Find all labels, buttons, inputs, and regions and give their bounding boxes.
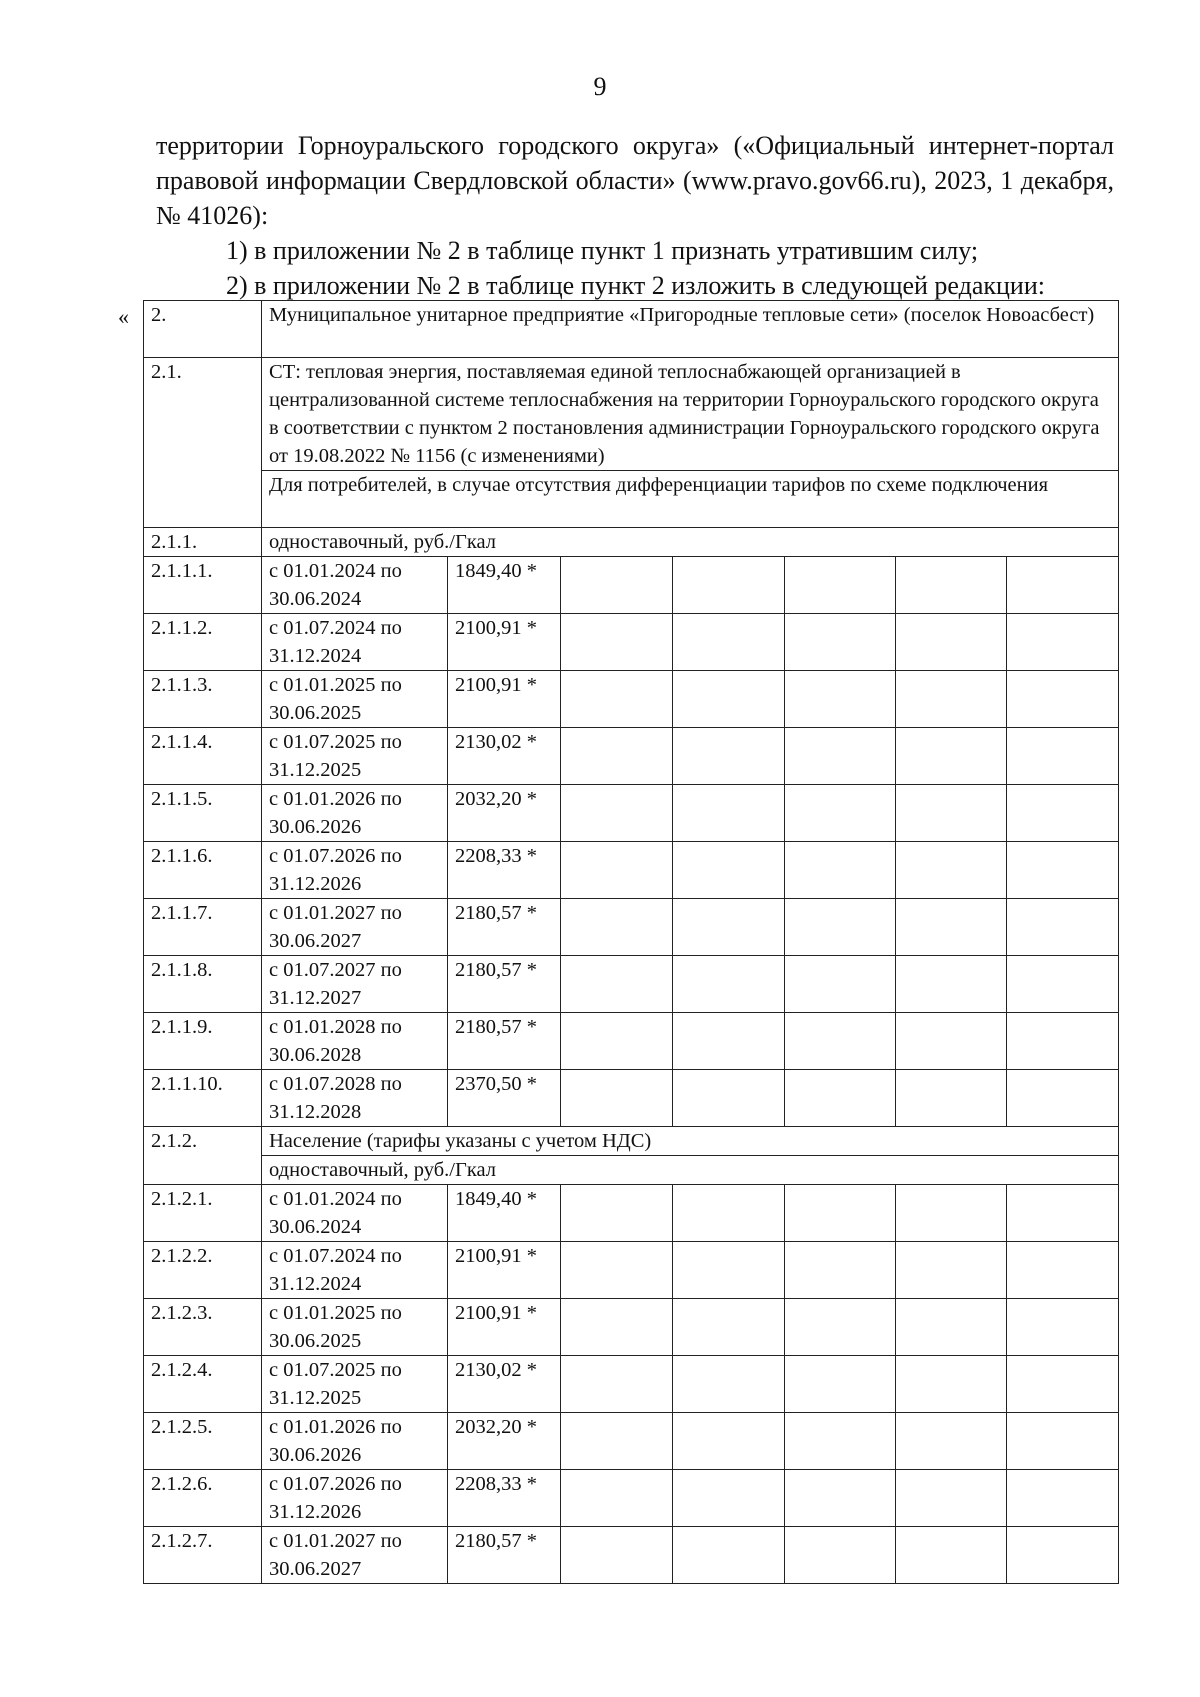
empty-cell	[673, 1070, 785, 1127]
empty-cell	[785, 1185, 896, 1242]
empty-cell	[896, 728, 1007, 785]
population-description: Население (тарифы указаны с учетом НДС)	[262, 1127, 1119, 1156]
tariff-value: 2032,20 *	[448, 1413, 561, 1470]
table-row	[144, 1242, 1119, 1299]
empty-cell	[673, 671, 785, 728]
row-number: 2.	[144, 301, 262, 358]
tariff-table-body	[144, 301, 1119, 557]
empty-cell	[896, 1242, 1007, 1299]
empty-cell	[1007, 728, 1119, 785]
table-row	[144, 557, 1119, 614]
organization-name: Муниципальное унитарное предприятие «Пригородные тепловые сети» (поселок Новоасбест)	[262, 301, 1119, 358]
row-number: 2.1.2.1.	[144, 1185, 262, 1242]
row-number: 2.1.1.6.	[144, 842, 262, 899]
table-row	[144, 899, 1119, 956]
section-description: СТ: тепловая энергия, поставляемая единой теплоснабжающей организацией в централизованной системе теплоснабжения на территории Горноуральского городского округа в соответствии с пунктом 2 постановления администрации Горноуральского городского округа от 19.08.2022 № 1156 (с изменениями)	[262, 358, 1119, 471]
tariff-value: 2130,02 *	[448, 1356, 561, 1413]
consumers-description: Для потребителей, в случае отсутствия дифференциации тарифов по схеме подключения	[262, 471, 1119, 528]
empty-cell	[1007, 671, 1119, 728]
empty-cell	[785, 1413, 896, 1470]
empty-cell	[673, 899, 785, 956]
empty-cell	[561, 899, 673, 956]
tariff-value: 2208,33 *	[448, 842, 561, 899]
empty-cell	[1007, 1185, 1119, 1242]
period-cell: с 01.07.2025 по 31.12.2025	[262, 1356, 448, 1413]
table-row	[144, 1185, 1119, 1242]
empty-cell	[1007, 842, 1119, 899]
empty-cell	[673, 1527, 785, 1584]
empty-cell	[785, 956, 896, 1013]
table-row	[144, 1127, 1119, 1156]
empty-cell	[1007, 1242, 1119, 1299]
intro-paragraph: территории Горноуральского городского округа» («Официальный интернет-портал правовой информации Свердловской области» (www.pravo.gov66.ru), 2023, 1 декабря, № 41026):	[156, 131, 1114, 230]
empty-cell	[1007, 1356, 1119, 1413]
tariff-value: 1849,40 *	[448, 1185, 561, 1242]
row-number: 2.1.1.1.	[144, 557, 262, 614]
row-number: 2.1.	[144, 358, 262, 528]
empty-cell	[561, 557, 673, 614]
table-row	[144, 1356, 1119, 1413]
row-number: 2.1.1.10.	[144, 1070, 262, 1127]
table-row	[144, 785, 1119, 842]
empty-cell	[896, 671, 1007, 728]
row-number: 2.1.2.5.	[144, 1413, 262, 1470]
table-row	[144, 1070, 1119, 1127]
empty-cell	[561, 1070, 673, 1127]
empty-cell	[896, 956, 1007, 1013]
empty-cell	[561, 1185, 673, 1242]
period-cell: с 01.07.2026 по 31.12.2026	[262, 842, 448, 899]
empty-cell	[673, 1470, 785, 1527]
empty-cell	[785, 1242, 896, 1299]
intro-text	[156, 128, 1114, 303]
table-row	[144, 358, 1119, 471]
empty-cell	[896, 1013, 1007, 1070]
empty-cell	[785, 899, 896, 956]
period-cell: с 01.07.2024 по 31.12.2024	[262, 614, 448, 671]
empty-cell	[896, 1070, 1007, 1127]
empty-cell	[561, 614, 673, 671]
table-row	[144, 1013, 1119, 1070]
empty-cell	[561, 671, 673, 728]
row-number: 2.1.2.7.	[144, 1527, 262, 1584]
table-row	[144, 1470, 1119, 1527]
table-row	[144, 528, 1119, 557]
table-row	[144, 728, 1119, 785]
empty-cell	[561, 1299, 673, 1356]
table-row	[144, 842, 1119, 899]
empty-cell	[673, 1413, 785, 1470]
period-cell: с 01.01.2025 по 30.06.2025	[262, 1299, 448, 1356]
empty-cell	[896, 1470, 1007, 1527]
empty-cell	[561, 1356, 673, 1413]
row-number: 2.1.1.4.	[144, 728, 262, 785]
empty-cell	[785, 842, 896, 899]
period-cell: с 01.07.2026 по 31.12.2026	[262, 1470, 448, 1527]
table-row	[144, 1299, 1119, 1356]
row-number: 2.1.1.8.	[144, 956, 262, 1013]
empty-cell	[673, 956, 785, 1013]
empty-cell	[1007, 1070, 1119, 1127]
period-cell: с 01.01.2027 по 30.06.2027	[262, 899, 448, 956]
empty-cell	[785, 614, 896, 671]
empty-cell	[785, 785, 896, 842]
period-cell: с 01.07.2027 по 31.12.2027	[262, 956, 448, 1013]
table-row	[144, 471, 1119, 528]
tariff-type: одноставочный, руб./Гкал	[262, 1156, 1119, 1185]
empty-cell	[673, 1013, 785, 1070]
row-number: 2.1.2.6.	[144, 1470, 262, 1527]
period-cell: с 01.01.2028 по 30.06.2028	[262, 1013, 448, 1070]
empty-cell	[896, 1299, 1007, 1356]
empty-cell	[785, 557, 896, 614]
row-number: 2.1.1.7.	[144, 899, 262, 956]
empty-cell	[673, 614, 785, 671]
empty-cell	[896, 1413, 1007, 1470]
empty-cell	[785, 1527, 896, 1584]
row-number: 2.1.2.	[144, 1127, 262, 1185]
empty-cell	[673, 557, 785, 614]
tariff-value: 2130,02 *	[448, 728, 561, 785]
period-cell: с 01.01.2025 по 30.06.2025	[262, 671, 448, 728]
empty-cell	[896, 557, 1007, 614]
empty-cell	[1007, 614, 1119, 671]
empty-cell	[785, 728, 896, 785]
empty-cell	[561, 728, 673, 785]
empty-cell	[785, 1299, 896, 1356]
empty-cell	[673, 728, 785, 785]
empty-cell	[673, 1185, 785, 1242]
empty-cell	[785, 1070, 896, 1127]
tariff-value: 1849,40 *	[448, 557, 561, 614]
tariff-type: одноставочный, руб./Гкал	[262, 528, 1119, 557]
empty-cell	[561, 1413, 673, 1470]
tariff-value: 2100,91 *	[448, 614, 561, 671]
empty-cell	[1007, 1413, 1119, 1470]
empty-cell	[673, 842, 785, 899]
empty-cell	[896, 899, 1007, 956]
empty-cell	[896, 785, 1007, 842]
table-row	[144, 1413, 1119, 1470]
tariff-value: 2180,57 *	[448, 956, 561, 1013]
empty-cell	[1007, 557, 1119, 614]
empty-cell	[1007, 785, 1119, 842]
table-row	[144, 956, 1119, 1013]
table-row	[144, 671, 1119, 728]
empty-cell	[1007, 956, 1119, 1013]
tariff-value: 2208,33 *	[448, 1470, 561, 1527]
row-number: 2.1.2.3.	[144, 1299, 262, 1356]
intro-item-1: 1) в приложении № 2 в таблице пункт 1 признать утратившим силу;	[226, 236, 979, 265]
row-number: 2.1.1.9.	[144, 1013, 262, 1070]
tariff-value: 2100,91 *	[448, 1242, 561, 1299]
period-cell: с 01.01.2024 по 30.06.2024	[262, 557, 448, 614]
tariff-value: 2032,20 *	[448, 785, 561, 842]
empty-cell	[561, 956, 673, 1013]
tariff-value: 2180,57 *	[448, 899, 561, 956]
tariff-table	[143, 300, 1119, 1584]
empty-cell	[673, 1242, 785, 1299]
tariff-value: 2370,50 *	[448, 1070, 561, 1127]
period-cell: с 01.01.2026 по 30.06.2026	[262, 1413, 448, 1470]
empty-cell	[1007, 1470, 1119, 1527]
row-number: 2.1.1.2.	[144, 614, 262, 671]
tariff-value: 2180,57 *	[448, 1013, 561, 1070]
row-number: 2.1.2.4.	[144, 1356, 262, 1413]
period-cell: с 01.01.2024 по 30.06.2024	[262, 1185, 448, 1242]
empty-cell	[896, 1527, 1007, 1584]
empty-cell	[673, 1356, 785, 1413]
period-cell: с 01.07.2024 по 31.12.2024	[262, 1242, 448, 1299]
row-number: 2.1.1.3.	[144, 671, 262, 728]
period-cell: с 01.01.2026 по 30.06.2026	[262, 785, 448, 842]
empty-cell	[1007, 1527, 1119, 1584]
table-row	[144, 301, 1119, 358]
row-number: 2.1.1.	[144, 528, 262, 557]
table-row	[144, 614, 1119, 671]
empty-cell	[561, 1470, 673, 1527]
period-cell: с 01.01.2027 по 30.06.2027	[262, 1527, 448, 1584]
empty-cell	[673, 785, 785, 842]
empty-cell	[673, 1299, 785, 1356]
empty-cell	[785, 1356, 896, 1413]
empty-cell	[785, 671, 896, 728]
empty-cell	[561, 842, 673, 899]
tariff-value: 2180,57 *	[448, 1527, 561, 1584]
period-cell: с 01.07.2028 по 31.12.2028	[262, 1070, 448, 1127]
empty-cell	[1007, 1013, 1119, 1070]
period-cell: с 01.07.2025 по 31.12.2025	[262, 728, 448, 785]
empty-cell	[896, 1356, 1007, 1413]
empty-cell	[896, 1185, 1007, 1242]
empty-cell	[561, 1013, 673, 1070]
tariff-value: 2100,91 *	[448, 671, 561, 728]
empty-cell	[1007, 899, 1119, 956]
empty-cell	[785, 1013, 896, 1070]
empty-cell	[561, 1242, 673, 1299]
row-number: 2.1.2.2.	[144, 1242, 262, 1299]
empty-cell	[1007, 1299, 1119, 1356]
row-number: 2.1.1.5.	[144, 785, 262, 842]
table-row	[144, 1527, 1119, 1584]
intro-item-2: 2) в приложении № 2 в таблице пункт 2 изложить в следующей редакции:	[226, 271, 1045, 300]
empty-cell	[785, 1470, 896, 1527]
open-quote-mark: «	[118, 304, 129, 329]
empty-cell	[561, 1527, 673, 1584]
tariff-value: 2100,91 *	[448, 1299, 561, 1356]
empty-cell	[896, 842, 1007, 899]
empty-cell	[896, 614, 1007, 671]
table-row	[144, 1156, 1119, 1185]
empty-cell	[561, 785, 673, 842]
page-number: 9	[593, 72, 607, 101]
